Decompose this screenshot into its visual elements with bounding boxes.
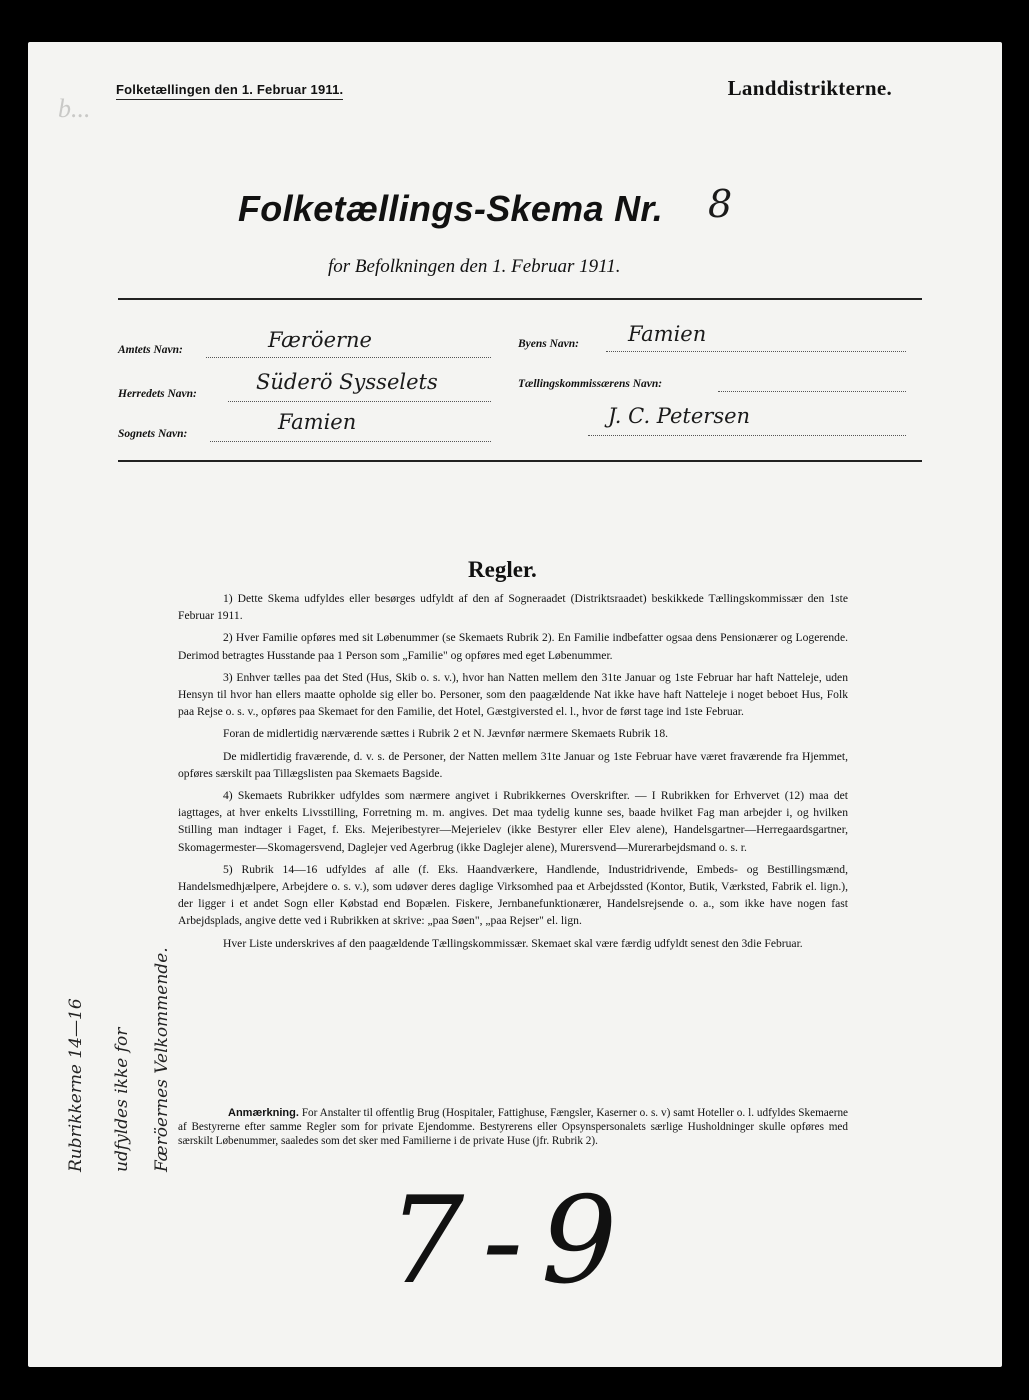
- by-label: Byens Navn:: [518, 338, 580, 350]
- annotation-label: Anmærkning.: [228, 1107, 299, 1119]
- rule-2: 2) Hver Familie opføres med sit Løbenummer (se Skemaets Rubrik 2). En Familie indbefatter ogsaa dens Pensionærer og Logerende. Derimod betragtes Husstande paa 1 Person som „Familie" og opføres med eget Løbenummer.: [178, 631, 848, 662]
- kommissaer-line-2: [588, 434, 906, 436]
- by-value: Famien: [628, 322, 707, 346]
- sogn-value: Famien: [278, 410, 357, 434]
- rules-body: [178, 590, 848, 957]
- kommissaer-line: [718, 390, 906, 392]
- herred-label: Herredets Navn:: [118, 388, 197, 400]
- form-number-handwritten: 8: [708, 182, 733, 226]
- herred-line: [228, 400, 491, 402]
- annotation-block: [178, 1106, 848, 1148]
- rule-3-note-present: Foran de midlertidig nærværende sættes i Rubrik 2 et N. Jævnfør nærmere Skemaets Rubrik 18.: [223, 727, 669, 741]
- amt-line: [206, 356, 491, 358]
- margin-note-line-2: udfyldes ikke for: [112, 1027, 132, 1172]
- header-district-type: Landdistrikterne.: [727, 76, 892, 100]
- kommissaer-value: J. C. Petersen: [608, 404, 751, 428]
- form-subtitle: for Befolkningen den 1. Februar 1911.: [328, 256, 621, 277]
- amt-label: Amtets Navn:: [118, 344, 183, 356]
- margin-note-line-1: Rubrikkerne 14—16: [66, 998, 86, 1172]
- amt-value: Færöerne: [268, 328, 372, 352]
- rule-1: 1) Dette Skema udfyldes eller besørges udfyldt af den af Sogneraadet (Distriktsraadet) beskikkede Tællingskommissær den 1ste Februar 1911.: [178, 592, 848, 623]
- rules-heading: Regler.: [468, 557, 537, 582]
- form-title: Folketællings-Skema Nr.: [238, 188, 664, 229]
- census-form-page: [28, 42, 1002, 1367]
- kommissaer-label: Tællingskommissærens Navn:: [518, 378, 663, 390]
- herred-value: Süderö Sysselets: [256, 370, 438, 394]
- by-line: [606, 350, 906, 352]
- handwritten-household-range: 7-9: [388, 1172, 636, 1311]
- header-census-date: Folketællingen den 1. Februar 1911.: [116, 82, 343, 100]
- sogn-label: Sognets Navn:: [118, 428, 188, 440]
- rule-3-note-absent: De midlertidig fraværende, d. v. s. de Personer, der Natten mellem 31te Januar og 1ste Februar have været fraværende fra Hjemmet, opføres særskilt paa Tillægslisten paa Skemaets Bagside.: [178, 749, 848, 780]
- annotation-text: For Anstalter til offentlig Brug (Hospitaler, Fattighuse, Fængsler, Kaserner o. s. v) samt Hoteller o. l. udfyldes Skemaerne af Bestyrerne efter samme Regler som for private Ejendomme. Bestyrerens eller Opsynspersonalets særlige Husholdninger skulle opføres med særskilt Løbenummer, saaledes som det sker med Familierne i de private Huse (jfr. Rubrik 2).: [178, 1107, 849, 1147]
- rule-4: 4) Skemaets Rubrikker udfyldes som nærmere angivet i Rubrikkernes Overskrifter. — I Rubrikken for Erhvervet (12) maa det iagttages, at hver enkelts Livsstilling, Forretning m. m. angives. Det maa tydelig kunne ses, baade hvilket Fag man arbejder i, og hvilken Stilling man indtager i Faget, f. Eks. Mejeribestyrer—Mejerielev (ikke Bestyrer eller Elev alene), Handelsgartner—Herregaardsgartner, Skomagermester—Skomagersvend, Daglejer ved Agerbrug (ikke Daglejer alene), Murersvend—Murerarbejdsmand o. s. r.: [178, 789, 848, 854]
- top-rule: [118, 298, 922, 300]
- rule-3: 3) Enhver tælles paa det Sted (Hus, Skib o. s. v.), hvor han Natten mellem den 31te Januar og 1ste Februar har haft Natteleje, uden Hensyn til hvor han ellers maatte opholde sig eller bo. Personer, som den paagældende Nat ikke have haft Natteleje i noget beboet Hus, Folk paa Rejse o. s. v., opføres paa Skemaet for den Familie, det Hotel, Gæstgiversted el. l., hvor de først tage ind 1ste Februar.: [178, 670, 848, 719]
- margin-note-line-3: Færöernes Velkommende.: [152, 947, 172, 1172]
- rule-5-signature: Hver Liste underskrives af den paagældende Tællingskommissær. Skemaet skal være færdig udfyldt senest den 3die Februar.: [223, 936, 803, 950]
- sogn-line: [210, 440, 491, 442]
- rule-5: 5) Rubrik 14—16 udfyldes af alle (f. Eks. Haandværkere, Handlende, Industridrivende, Embeds- og Bestillingsmænd, Handelsmedhjælpere, Arbejdere o. s. v.), som udøver deres daglige Virksomhed paa et Arbejdssted (Kontor, Butik, Værksted, Fabrik el. lign.), der ligger i et andet Sogn eller Købstad end Bopælen. Fiskere, Jernbanefunktionærer, Handelsrejsende o. a., som ikke have nogen fast Arbejdsplads, angive dette ved i Rubrikken at skrive: „paa Søen", „paa Rejser" el. lign.: [178, 862, 848, 928]
- bottom-rule: [118, 460, 922, 462]
- faded-stamp: b...: [58, 94, 91, 123]
